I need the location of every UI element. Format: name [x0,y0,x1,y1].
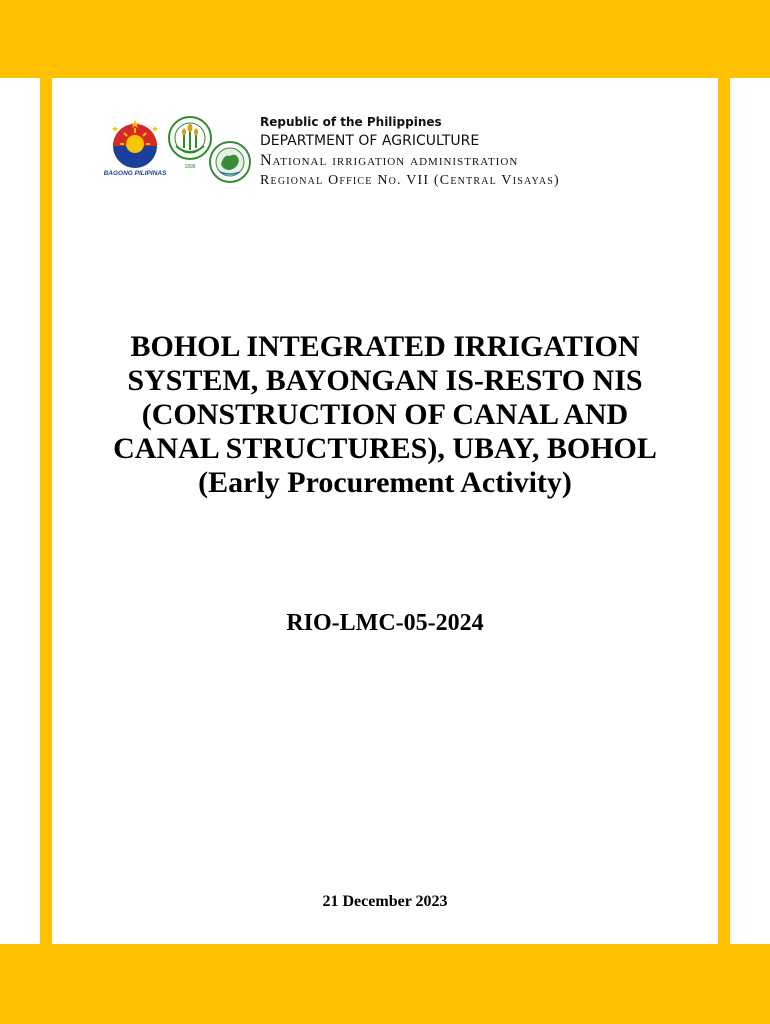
department-of-agriculture-logo [166,110,214,172]
right-border-line [718,78,730,944]
agency-logos [104,110,254,190]
title-line: CANAL STRUCTURES), UBAY, BOHOL [113,432,657,465]
bagong-pilipinas-wordmark: BAGONG PILIPINAS [104,170,166,177]
title-line: (Early Procurement Activity) [198,466,572,499]
department-line: DEPARTMENT OF AGRICULTURE [260,133,480,149]
title-line: (CONSTRUCTION OF CANAL AND [141,398,629,431]
agency-line: National irrigation administration [260,152,519,169]
republic-line: Republic of the Philippines [260,115,442,129]
project-title [60,330,710,500]
top-border-band [0,0,770,78]
left-border-line [40,78,52,944]
svg-text:1898: 1898 [184,164,196,170]
nia-seal-icon [208,140,252,184]
agency-header [260,112,680,191]
document-date: 21 December 2023 [322,893,448,910]
regional-office-line: Regional Office No. VII (Central Visayas) [260,173,560,188]
document-code: RIO-LMC-05-2024 [286,610,484,636]
bottom-border-band [0,944,770,1024]
bagong-pilipinas-logo [104,118,166,178]
title-line: SYSTEM, BAYONGAN IS-RESTO NIS [127,364,643,397]
title-line: BOHOL INTEGRATED IRRIGATION [130,330,640,363]
